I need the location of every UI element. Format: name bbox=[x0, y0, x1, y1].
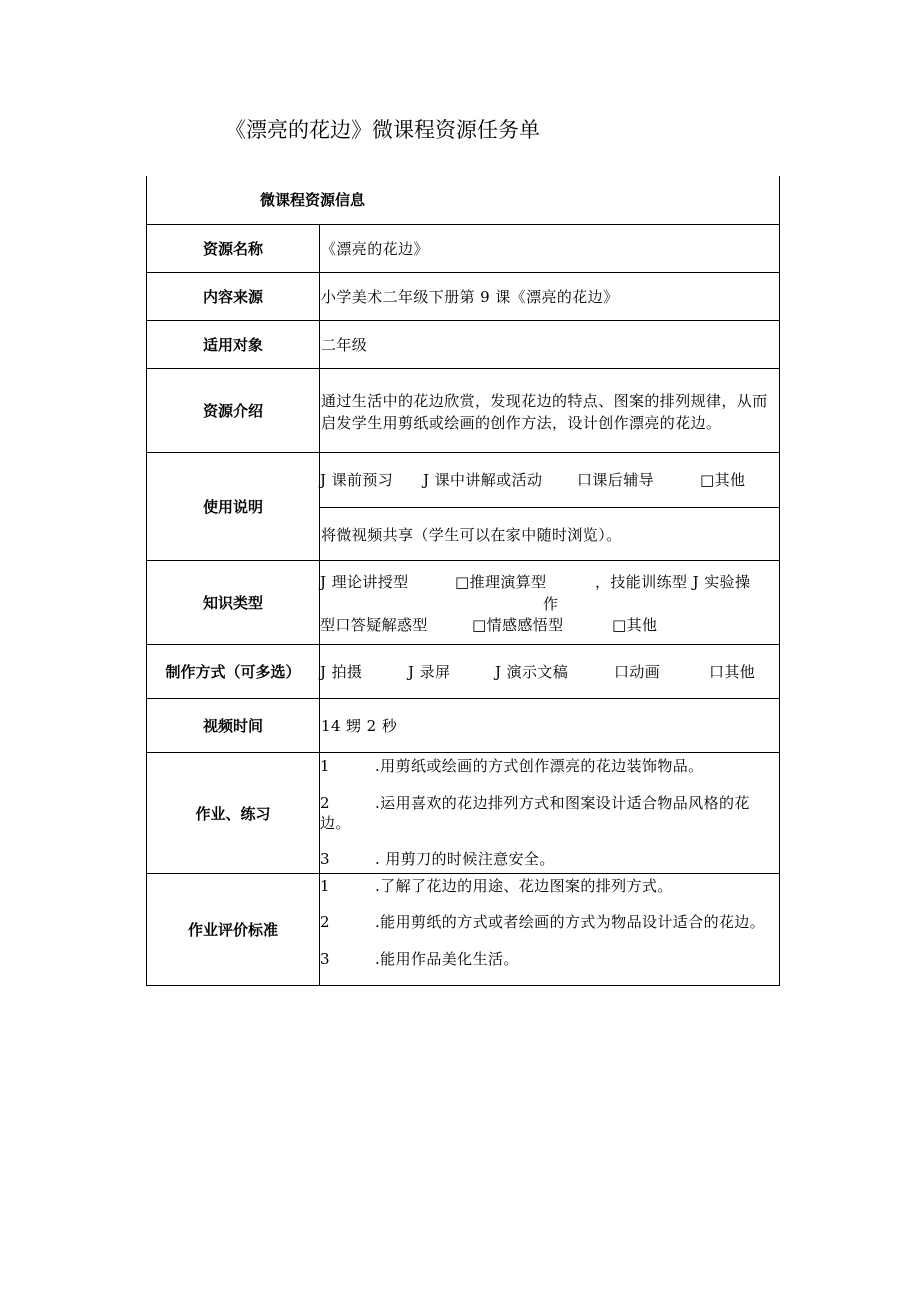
knowledge-option-theory: J 理论讲授型 bbox=[320, 573, 409, 591]
knowledge-option-skill-experiment: ，技能训练型 J 实验操 bbox=[595, 573, 751, 591]
homework-cell bbox=[320, 753, 779, 873]
item-number: 2 bbox=[320, 913, 330, 931]
list-item bbox=[320, 849, 779, 869]
usage-option-in-class: J 课中讲解或活动 bbox=[423, 471, 543, 489]
resource-name-label: 资源名称 bbox=[147, 225, 320, 272]
production-option-animation: 口动画 bbox=[614, 663, 661, 681]
item-text: .用剪纸或绘画的方式创作漂亮的花边装饰物品。 bbox=[375, 757, 704, 775]
usage-options bbox=[320, 453, 779, 507]
knowledge-type-label: 知识类型 bbox=[147, 561, 320, 644]
table-row-introduction bbox=[147, 368, 779, 452]
item-number: 3 bbox=[320, 850, 330, 868]
resource-name-cell bbox=[320, 225, 779, 272]
usage-option-pre-class: J 课前预习 bbox=[320, 471, 394, 489]
list-item bbox=[320, 949, 779, 969]
item-text: . 用剪刀的时候注意安全。 bbox=[375, 850, 555, 868]
production-option-slides: J 演示文稿 bbox=[495, 663, 569, 681]
evaluation-criteria-label: 作业评价标准 bbox=[147, 874, 320, 985]
table-row-homework bbox=[147, 752, 779, 873]
list-item bbox=[320, 912, 779, 932]
item-text: .能用剪纸的方式或者绘画的方式为物品设计适合的花边。 bbox=[375, 913, 766, 931]
resource-info-table bbox=[146, 176, 780, 986]
item-number: 2 bbox=[320, 794, 330, 812]
table-header: 微课程资源信息 bbox=[260, 191, 366, 209]
usage-option-after-class: 口课后辅导 bbox=[577, 471, 655, 489]
item-text-continued: 边。 bbox=[320, 814, 351, 832]
item-number: 1 bbox=[320, 877, 330, 895]
item-text: .运用喜欢的花边排列方式和图案设计适合物品风格的花 bbox=[375, 794, 750, 812]
usage-cell bbox=[320, 453, 779, 560]
item-text: .了解了花边的用途、花边图案的排列方式。 bbox=[375, 877, 673, 895]
item-number: 1 bbox=[320, 757, 330, 775]
knowledge-option-qa: 型口答疑解惑型 bbox=[320, 616, 428, 634]
table-row-knowledge-type bbox=[147, 560, 779, 644]
usage-option-other: □其他 bbox=[700, 471, 746, 489]
production-option-other: 口其他 bbox=[709, 663, 756, 681]
list-item bbox=[320, 756, 779, 776]
list-item bbox=[320, 876, 779, 896]
evaluation-criteria-cell bbox=[320, 874, 779, 985]
item-number: 3 bbox=[320, 950, 330, 968]
usage-note: 将微视频共享（学生可以在家中随时浏览）。 bbox=[320, 507, 779, 560]
table-row-production-method bbox=[147, 644, 779, 698]
table-header-row bbox=[147, 176, 779, 224]
knowledge-type-cell bbox=[320, 561, 779, 644]
content-source-label: 内容来源 bbox=[147, 273, 320, 320]
knowledge-option-other: □其他 bbox=[612, 616, 658, 634]
knowledge-option-wrap: 作 bbox=[543, 595, 559, 613]
production-method-label: 制作方式（可多选） bbox=[147, 645, 320, 698]
list-item bbox=[320, 793, 779, 832]
item-text: .能用作品美化生活。 bbox=[375, 950, 519, 968]
production-method-cell bbox=[320, 645, 779, 698]
audience-cell bbox=[320, 321, 779, 368]
audience-label: 适用对象 bbox=[147, 321, 320, 368]
resource-name-value: 《漂亮的花边》 bbox=[321, 240, 429, 258]
production-option-screen-recording: J 录屏 bbox=[408, 663, 451, 681]
table-row-evaluation-criteria bbox=[147, 873, 779, 985]
homework-label: 作业、练习 bbox=[147, 753, 320, 873]
table-row-video-duration bbox=[147, 698, 779, 752]
video-duration-value: 14 甥 2 秒 bbox=[321, 717, 398, 735]
table-row-resource-name bbox=[147, 224, 779, 272]
knowledge-option-reasoning: □推理演算型 bbox=[455, 573, 547, 591]
usage-label: 使用说明 bbox=[147, 453, 320, 560]
knowledge-option-emotion: □情感感悟型 bbox=[472, 616, 564, 634]
table-row-content-source bbox=[147, 272, 779, 320]
introduction-label: 资源介绍 bbox=[147, 369, 320, 452]
table-row-usage bbox=[147, 452, 779, 560]
audience-value: 二年级 bbox=[321, 336, 368, 354]
video-duration-cell bbox=[320, 699, 779, 752]
video-duration-label: 视频时间 bbox=[147, 699, 320, 752]
production-option-filming: J 拍摄 bbox=[320, 663, 363, 681]
table-row-audience bbox=[147, 320, 779, 368]
introduction-cell bbox=[320, 369, 779, 452]
introduction-value: 通过生活中的花边欣赏，发现花边的特点、图案的排列规律，从而启发学生用剪纸或绘画的创作方法，设计创作漂亮的花边。 bbox=[321, 392, 768, 432]
document-title: 《漂亮的花边》微课程资源任务单 bbox=[225, 118, 540, 142]
content-source-value: 小学美术二年级下册第 9 课《漂亮的花边》 bbox=[321, 288, 619, 306]
content-source-cell bbox=[320, 273, 779, 320]
